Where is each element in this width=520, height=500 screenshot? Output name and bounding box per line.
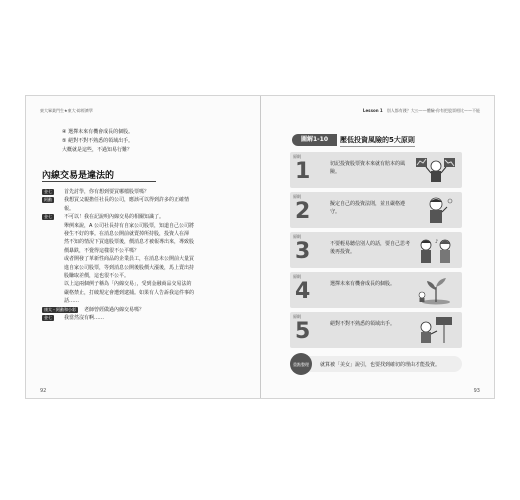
dialog-line: 股賺取差價，這也很不公平。: [64, 273, 130, 280]
lesson-label: Lesson 1: [362, 108, 383, 113]
dialog: [42, 188, 242, 323]
principle-text: 切記投資股票資本來就有賠本的風險。: [330, 161, 406, 175]
summary-banner: [292, 356, 462, 372]
speaker-tag: 康太・阿勳和小彩: [44, 306, 76, 312]
principle-number: 5: [295, 319, 311, 344]
dialog-line: 嚴格禁止，打破規定會遭到逮捕。如果有人告訴我這件事的: [64, 289, 195, 296]
right-running-header: [363, 108, 480, 114]
principle-label: 原則: [293, 194, 301, 199]
right-page-number: 93: [473, 388, 480, 394]
speaker-tag: 阿勳: [44, 197, 52, 203]
dialog-turn: [42, 196, 242, 213]
principle-label: 原則: [293, 274, 301, 279]
figure-title: 壓低投資風險的5大原則: [340, 134, 415, 147]
principle-label: 原則: [293, 234, 301, 239]
worried-investor-chart-icon: [414, 155, 458, 185]
left-page-number: 92: [40, 388, 47, 394]
principle-text: 不要輕易聽信別人的話，要自己思考後再投資。: [330, 241, 411, 255]
dialog-line: 我當然沒有啊……: [64, 315, 105, 322]
principle-text: 擬定自己的投資法則，並且嚴格遵守。: [330, 201, 406, 215]
summary-text: 就算被「美女」說引，也要找到確切的理由才能投資。: [320, 362, 441, 368]
principle-card-4: [290, 272, 462, 308]
dialog-turn: [42, 306, 242, 314]
seedling-growth-icon: [414, 275, 458, 305]
whispering-people-icon: [414, 235, 458, 265]
speaker-tag: 金七: [44, 214, 52, 220]
no-entry-sign-icon: [414, 315, 458, 345]
left-running-header: 東大畢業門生★東大·綜經濟學: [40, 108, 93, 113]
dialog-turn: [42, 314, 242, 322]
svg-text:♪: ♪: [435, 239, 439, 245]
figure-label: 圖解1-10: [292, 134, 337, 146]
principle-number: 2: [295, 199, 311, 224]
principle-number: 4: [295, 279, 311, 304]
principle-text: 選擇未來有機會成長的個股。: [330, 281, 396, 287]
dialog-line: 然不知的情況下買進股票後，價消息才被報導出來，導致股: [64, 239, 195, 246]
principle-card-5: [290, 312, 462, 348]
dialog-line: 首先討學，你有想到要買哪檔股票嗎？: [64, 189, 150, 195]
intro-line: ④ 選擇未來有機會成長的個股。: [62, 129, 134, 135]
speaker-tag: 金七: [44, 315, 52, 321]
dialog-line: 不可以！我在記說明內線交易的相關知識了。: [64, 214, 165, 221]
principle-card-1: [290, 152, 462, 188]
speaker-tag: 金七: [44, 189, 52, 194]
principle-card-2: [290, 192, 462, 228]
dialog-line: 發生不好的事。在消息公開前就賣掉所持股，投資人在渾: [64, 231, 190, 238]
dialog-line: 老師曾經做過內線交易嗎？: [84, 306, 145, 313]
intro-list: [62, 128, 222, 155]
principle-label: 原則: [293, 154, 301, 159]
section-underline: [42, 181, 156, 182]
dialog-turn: [42, 213, 242, 305]
dialog-line: 舉例來說，A 公司社長持有自家公司股票，知道自己公司將: [64, 222, 195, 229]
intro-line: ⑤ 絕對不對不熟悉的領域出手。: [62, 138, 134, 144]
dialog-line: 報。: [64, 205, 75, 212]
dialog-line: 以上這兩個例子稱為「內線交易」，受到金融商品交易法的: [64, 281, 192, 288]
section-title: 內線交易是違法的: [42, 171, 115, 181]
dialog-line: 價暴跌，不覺得這樣很不公平嗎？: [64, 247, 140, 254]
dialog-turn: [42, 188, 242, 196]
principle-label: 原則: [293, 314, 301, 319]
intro-line: 大概就是這些，不過知易行難？: [62, 147, 133, 153]
principle-number: 3: [295, 239, 311, 264]
header-text: 別人都有錢？大公——體驗·你有把股票相比——不能: [386, 108, 480, 113]
dialog-line: 我想買父親擔任社長的公司，應該可以得到許多的正確情: [64, 197, 190, 204]
thinking-investor-icon: [414, 195, 458, 225]
book-spine: [260, 96, 261, 398]
dialog-line: 進自家公司股票，等到消息公開後股價大漲後，馬上賣出持: [64, 264, 195, 271]
summary-badge: 重點整理: [290, 353, 312, 375]
principle-number: 1: [295, 159, 311, 184]
dialog-line: 或者開發了革新性商品的企業員工，在消息未公開前大量買: [64, 256, 195, 263]
principle-text: 絕對不對不熟悉的領域出手。: [330, 321, 396, 327]
principle-card-3: [290, 232, 462, 268]
dialog-line: 話……: [64, 298, 80, 305]
